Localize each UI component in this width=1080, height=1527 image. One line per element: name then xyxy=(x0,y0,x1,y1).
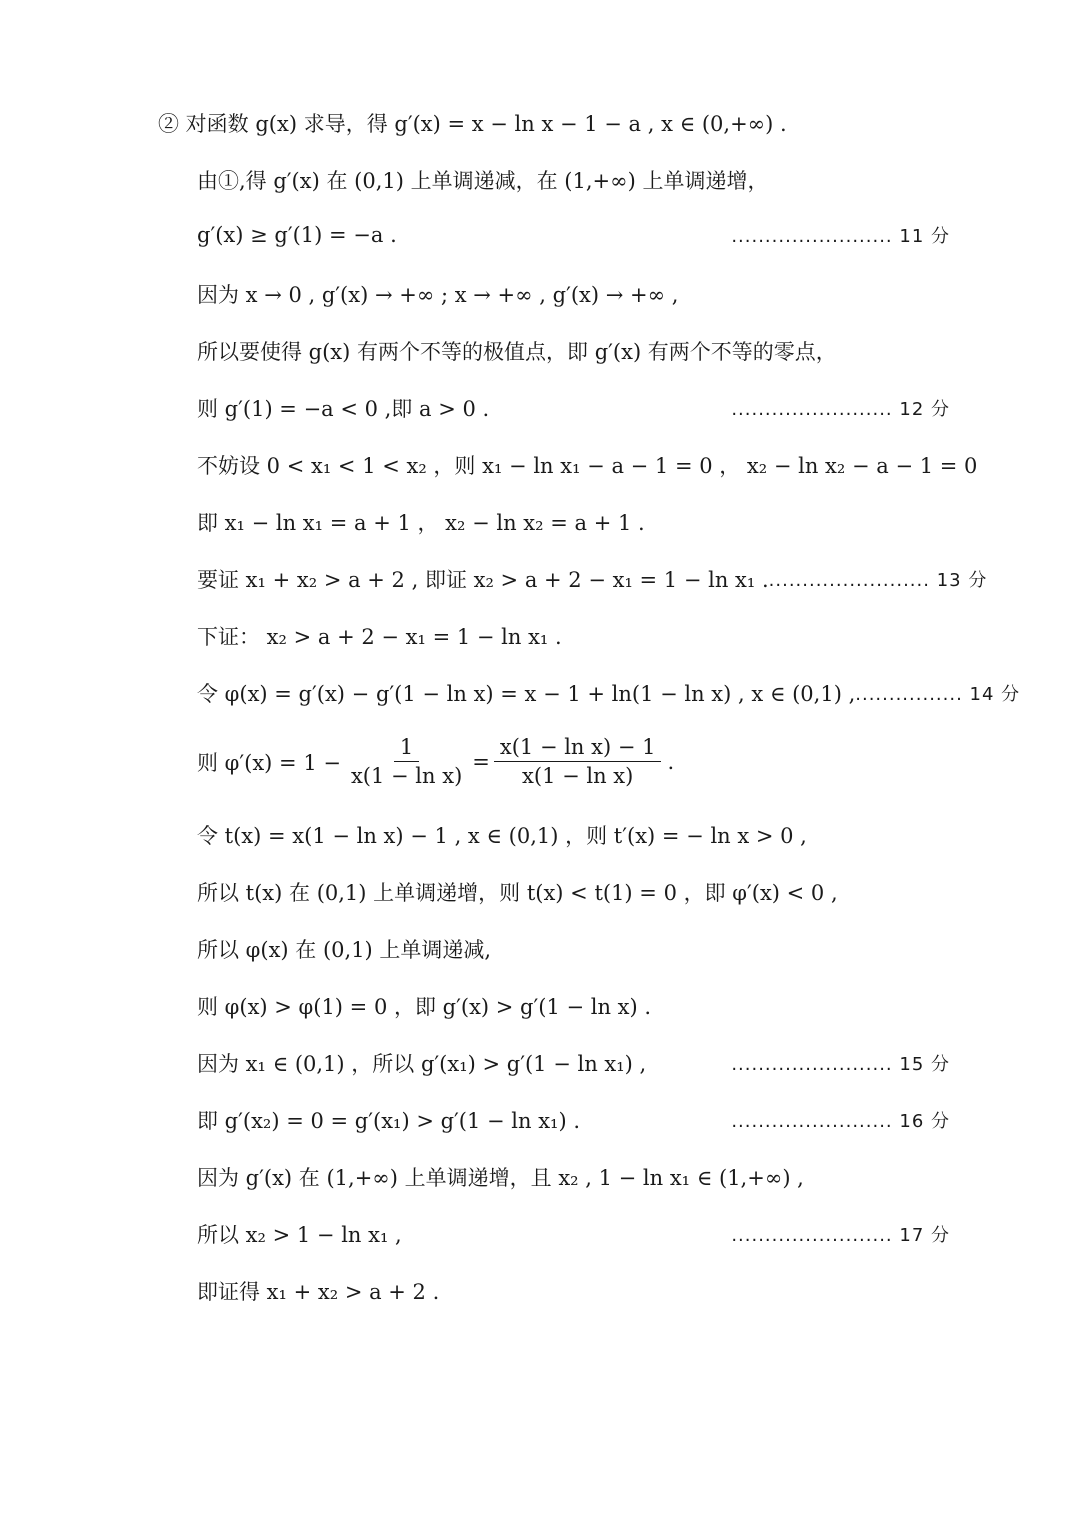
fraction-1-denominator: x(1 − ln x) xyxy=(350,764,463,788)
solution-line-7 xyxy=(197,450,978,480)
fraction-1-numerator: 1 xyxy=(394,735,419,762)
line-text: 令 φ(x) = g′(x) − g′(1 − ln x) = x − 1 + ln(1 − ln x) , x ∈ (0,1) , xyxy=(197,682,856,706)
solution-line-19 xyxy=(197,1162,950,1192)
solution-line-17 xyxy=(197,1048,950,1078)
score-marker: ........................ 15 分 xyxy=(731,1054,950,1075)
line-text: 所以要使得 g(x) 有两个不等的极值点，即 g′(x) 有两个不等的零点， xyxy=(197,340,837,364)
line-text: 要证 x₁ + x₂ > a + 2 , 即证 x₂ > a + 2 − x₁ = 1 − ln x₁ . xyxy=(197,568,769,592)
solution-line-6 xyxy=(197,393,950,423)
line-text: 由①,得 g′(x) 在 (0,1) 上单调递减，在 (1,+∞) 上单调递增， xyxy=(197,169,769,193)
fraction-prefix: 则 φ′(x) = 1 − xyxy=(197,750,341,775)
line-text: 因为 x₁ ∈ (0,1) ，所以 g′(x₁) > g′(1 − ln x₁) , xyxy=(197,1052,647,1076)
solution-line-3 xyxy=(197,222,950,248)
score-marker: ................ 14 分 xyxy=(855,684,1021,705)
fraction-2-denominator: x(1 − ln x) xyxy=(522,764,634,788)
solution-line-10 xyxy=(197,621,950,651)
derivative-fraction-expression xyxy=(197,735,674,788)
solution-line-16 xyxy=(197,991,950,1021)
score-marker: ........................ 12 分 xyxy=(731,399,950,420)
solution-line-2 xyxy=(197,165,950,195)
line-text: ② 对函数 g(x) 求导，得 g′(x) = x − ln x − 1 − a , x ∈ (0,+∞) . xyxy=(158,112,787,136)
equals-sign: = xyxy=(472,749,490,774)
line-text: 不妨设 0 < x₁ < 1 < x₂ ，则 x₁ − ln x₁ − a − 1 = 0 ， x₂ − ln x₂ − a − 1 = 0 xyxy=(197,454,978,478)
line-text: 因为 g′(x) 在 (1,+∞) 上单调递增，且 x₂ , 1 − ln x₁ ∈ (1,+∞) , xyxy=(197,1166,804,1190)
fraction-1 xyxy=(345,735,468,788)
line-text: 即 x₁ − ln x₁ = a + 1 ， x₂ − ln x₂ = a + 1 . xyxy=(197,511,645,535)
line-text: 所以 φ(x) 在 (0,1) 上单调递减, xyxy=(197,938,492,962)
score-marker: ........................ 16 分 xyxy=(731,1111,950,1132)
line-text: 即证得 x₁ + x₂ > a + 2 . xyxy=(197,1280,440,1304)
solution-line-9 xyxy=(197,564,988,594)
solution-line-13 xyxy=(197,820,950,850)
line-text: 则 g′(1) = −a < 0 ,即 a > 0 . xyxy=(197,397,490,421)
solution-line-4 xyxy=(197,279,950,309)
solution-line-14 xyxy=(197,877,950,907)
solution-line-18 xyxy=(197,1105,950,1135)
fraction-2 xyxy=(494,735,662,788)
solution-line-1 xyxy=(158,108,950,138)
score-marker: ........................ 17 分 xyxy=(731,1225,950,1246)
solution-line-8 xyxy=(197,507,950,537)
score-marker: ........................ 13 分 xyxy=(768,570,988,591)
line-text: 下证： x₂ > a + 2 − x₁ = 1 − ln x₁ . xyxy=(197,625,562,649)
solution-line-5 xyxy=(197,336,950,366)
solution-line-15 xyxy=(197,934,950,964)
line-text: 即 g′(x₂) = 0 = g′(x₁) > g′(1 − ln x₁) . xyxy=(197,1109,581,1133)
score-marker: ........................ 11 分 xyxy=(731,226,950,247)
line-text: g′(x) ≥ g′(1) = −a . xyxy=(197,223,397,247)
line-text: 因为 x → 0 , g′(x) → +∞ ; x → +∞ , g′(x) → +∞ , xyxy=(197,283,679,307)
solution-line-21 xyxy=(197,1276,950,1306)
solution-line-20 xyxy=(197,1219,950,1249)
line-text: 所以 x₂ > 1 − ln x₁ , xyxy=(197,1223,402,1247)
line-text: 令 t(x) = x(1 − ln x) − 1 , x ∈ (0,1) ，则 t′(x) = − ln x > 0 , xyxy=(197,824,807,848)
fraction-2-numerator: x(1 − ln x) − 1 xyxy=(494,735,662,762)
solution-line-12-fraction xyxy=(197,735,950,788)
line-text: 所以 t(x) 在 (0,1) 上单调递增，则 t(x) < t(1) = 0 ，即 φ′(x) < 0 , xyxy=(197,881,838,905)
fraction-suffix: . xyxy=(667,749,675,774)
line-text: 则 φ(x) > φ(1) = 0 ，即 g′(x) > g′(1 − ln x) . xyxy=(197,995,652,1019)
solution-line-11 xyxy=(197,678,1021,708)
